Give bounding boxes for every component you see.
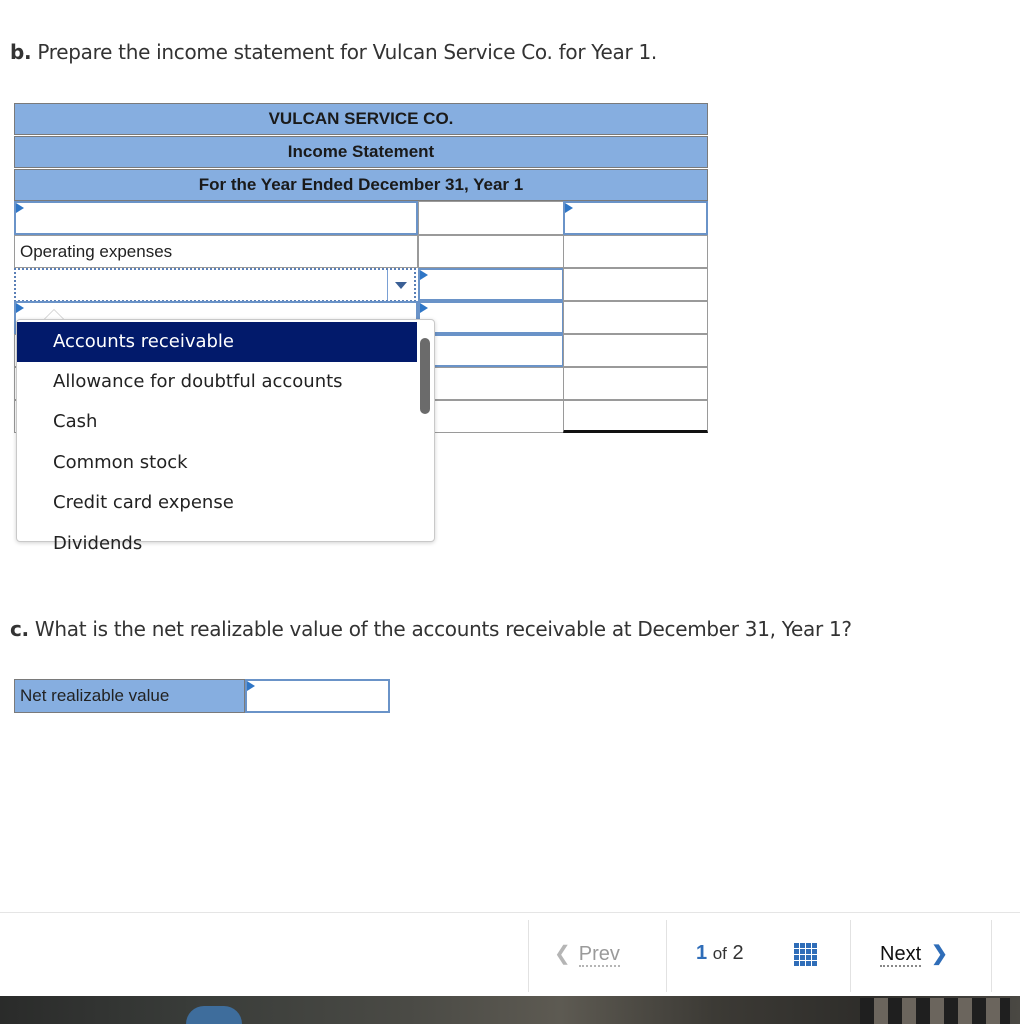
row6-amount-cell [418, 367, 564, 400]
input-marker-icon [247, 681, 255, 691]
current-page: 1 [696, 942, 708, 964]
row3-amount-input[interactable] [418, 268, 564, 301]
operating-expenses-row [14, 235, 418, 268]
question-b [10, 40, 657, 64]
input-marker-icon [420, 303, 428, 313]
question-c-letter: c. [10, 617, 29, 641]
dropdown-option[interactable]: Credit card expense [53, 492, 234, 513]
input-marker-icon [16, 203, 24, 213]
input-marker-icon [565, 203, 573, 213]
dropdown-option[interactable]: Accounts receivable [17, 322, 417, 362]
chevron-down-icon[interactable] [387, 270, 414, 300]
pager-separator [528, 920, 529, 992]
pager [528, 915, 992, 995]
statement-period: For the Year Ended December 31, Year 1 [14, 169, 708, 201]
account-dropdown-list[interactable] [16, 319, 435, 554]
expense-account-select[interactable] [14, 268, 416, 302]
next-label: Next [880, 943, 922, 965]
row5-total-cell [563, 334, 708, 367]
row1-amount-cell [418, 201, 564, 235]
pager-separator [991, 920, 992, 992]
footer-divider [0, 912, 1020, 913]
chevron-left-icon: ❮ [554, 943, 571, 965]
background-decoration [860, 998, 1010, 1024]
next-button[interactable] [880, 941, 948, 966]
dropdown-scrollbar[interactable] [420, 338, 430, 414]
row7-total-cell [563, 400, 708, 433]
operating-expenses-label: Operating expenses [20, 242, 173, 261]
pager-separator [850, 920, 851, 992]
pager-separator [666, 920, 667, 992]
row6-total-cell [563, 367, 708, 400]
prev-button[interactable] [554, 941, 620, 966]
dropdown-option[interactable]: Cash [53, 411, 98, 432]
input-marker-icon [16, 303, 24, 313]
dropdown-caret-icon [44, 309, 64, 319]
question-c-text: What is the net realizable value of the accounts receivable at December 31, Year 1? [34, 617, 852, 641]
grid-view-icon[interactable] [794, 943, 818, 967]
question-b-letter: b. [10, 40, 32, 64]
row2-total-cell [563, 235, 708, 268]
input-marker-icon [420, 270, 428, 280]
chevron-right-icon: ❯ [931, 943, 948, 965]
nrv-input[interactable] [245, 679, 390, 713]
row5-amount-input[interactable] [418, 334, 564, 367]
question-c [10, 617, 852, 641]
row4-total-cell [563, 301, 708, 334]
row7-amount-cell [418, 400, 564, 433]
row1-total-input[interactable] [563, 201, 708, 235]
row3-total-cell [563, 268, 708, 301]
dropdown-option[interactable]: Common stock [53, 452, 188, 473]
statement-company: VULCAN SERVICE CO. [14, 103, 708, 135]
dropdown-option[interactable]: Dividends [53, 533, 143, 554]
question-b-text: Prepare the income statement for Vulcan Service Co. for Year 1. [37, 40, 657, 64]
statement-title: Income Statement [14, 136, 708, 168]
desktop-background-strip [0, 996, 1020, 1024]
nrv-label: Net realizable value [14, 679, 245, 713]
dropdown-option[interactable]: Allowance for doubtful accounts [53, 371, 343, 392]
row1-account-input[interactable] [14, 201, 418, 235]
dock-app-icon[interactable] [186, 1006, 242, 1024]
page-indicator [696, 942, 744, 965]
page-of: of [712, 944, 727, 963]
row2-amount-cell [418, 235, 564, 268]
row4-amount-input[interactable] [418, 301, 564, 334]
total-pages: 2 [732, 942, 744, 964]
prev-label: Prev [578, 943, 620, 965]
